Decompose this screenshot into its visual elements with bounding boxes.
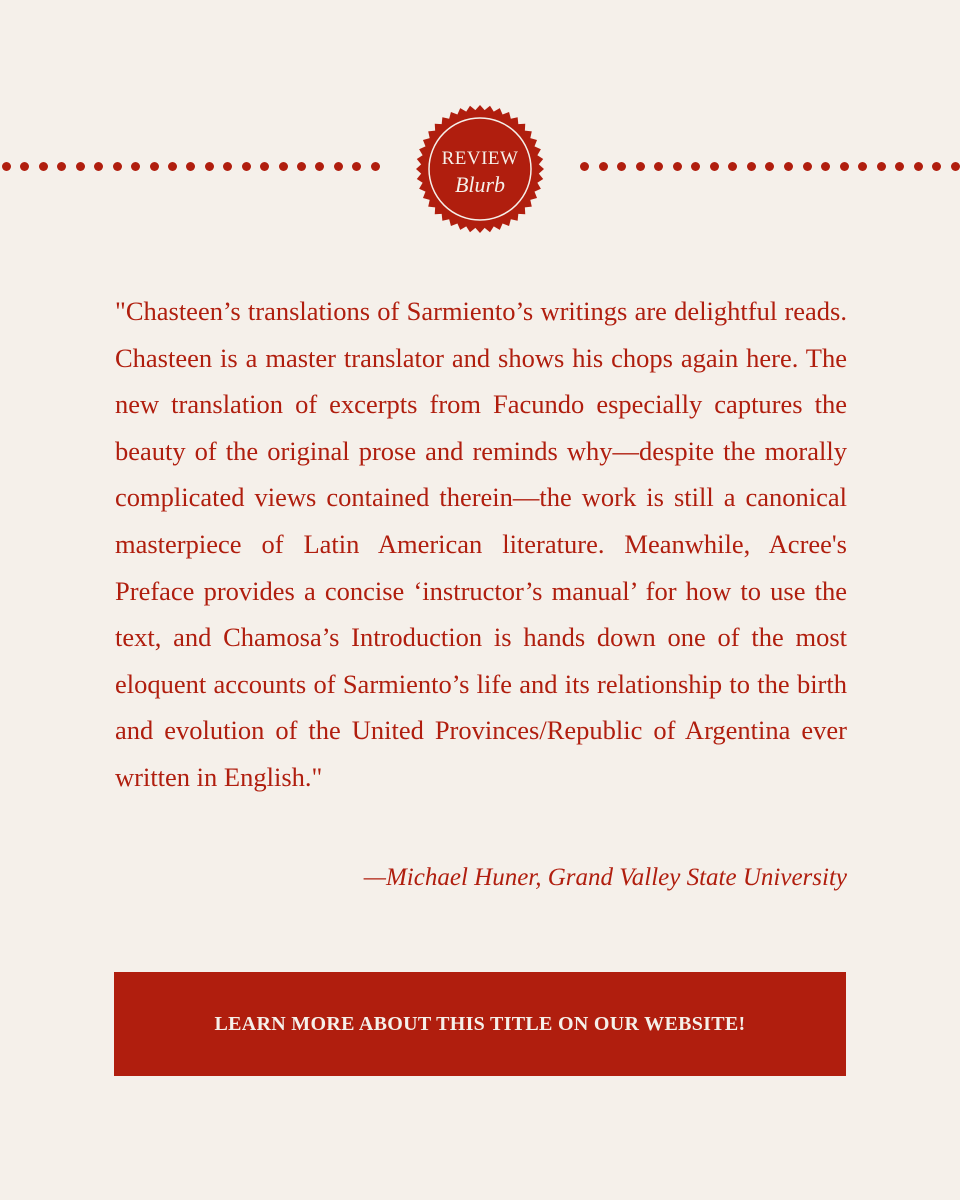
divider-dot xyxy=(932,162,941,171)
divider-dot xyxy=(728,162,737,171)
divider-dot xyxy=(334,162,343,171)
learn-more-button[interactable]: LEARN MORE ABOUT THIS TITLE ON OUR WEBSITE! xyxy=(114,972,846,1076)
badge-label-review: REVIEW xyxy=(441,148,519,169)
quote-attribution: —Michael Huner, Grand Valley State University xyxy=(363,864,847,891)
divider-dot xyxy=(747,162,756,171)
divider-dot xyxy=(113,162,122,171)
divider-dot xyxy=(691,162,700,171)
divider-dot xyxy=(821,162,830,171)
divider-dot xyxy=(223,162,232,171)
divider-dot xyxy=(877,162,886,171)
badge-label-blurb: Blurb xyxy=(454,172,506,197)
divider-dot xyxy=(784,162,793,171)
divider-dot xyxy=(150,162,159,171)
divider-dot xyxy=(297,162,306,171)
divider-dot xyxy=(858,162,867,171)
divider-dot xyxy=(840,162,849,171)
divider-dot xyxy=(242,162,251,171)
divider-dot xyxy=(315,162,324,171)
divider-dot xyxy=(803,162,812,171)
review-badge xyxy=(404,104,556,234)
divider-dot xyxy=(20,162,29,171)
divider-dot xyxy=(710,162,719,171)
divider-dot xyxy=(205,162,214,171)
divider-dot xyxy=(2,162,11,171)
divider-dot xyxy=(39,162,48,171)
divider-dot xyxy=(168,162,177,171)
divider-dot xyxy=(131,162,140,171)
divider-dot xyxy=(654,162,663,171)
divider-dot xyxy=(186,162,195,171)
divider-dot xyxy=(951,162,960,171)
divider-dot xyxy=(279,162,288,171)
divider-dot xyxy=(765,162,774,171)
divider-dot xyxy=(673,162,682,171)
dotted-divider-right xyxy=(580,160,960,172)
divider-dot xyxy=(617,162,626,171)
dotted-divider-left xyxy=(2,160,380,172)
divider-dot xyxy=(94,162,103,171)
divider-dot xyxy=(599,162,608,171)
review-quote: "Chasteen’s translations of Sarmiento’s writings are delightful reads. Chasteen is a master translator and shows his chops again here. The new translation of excerpts from Facundo especially captures the beauty of the original prose and reminds why—despite the morally complicated views contained therein—the work is still a canonical masterpiece of Latin American literature. Meanwhile, Acree's Preface provides a concise ‘instructor’s manual’ for how to use the text, and Chamosa’s Introduction is hands down one of the most eloquent accounts of Sarmiento’s life and its relationship to the birth and evolution of the United Provinces/Republic of Argentina ever written in English." xyxy=(115,296,847,792)
divider-dot xyxy=(260,162,269,171)
divider-dot xyxy=(895,162,904,171)
divider-dot xyxy=(352,162,361,171)
divider-dot xyxy=(580,162,589,171)
divider-dot xyxy=(371,162,380,171)
divider-dot xyxy=(57,162,66,171)
divider-dot xyxy=(636,162,645,171)
divider-dot xyxy=(76,162,85,171)
divider-dot xyxy=(914,162,923,171)
